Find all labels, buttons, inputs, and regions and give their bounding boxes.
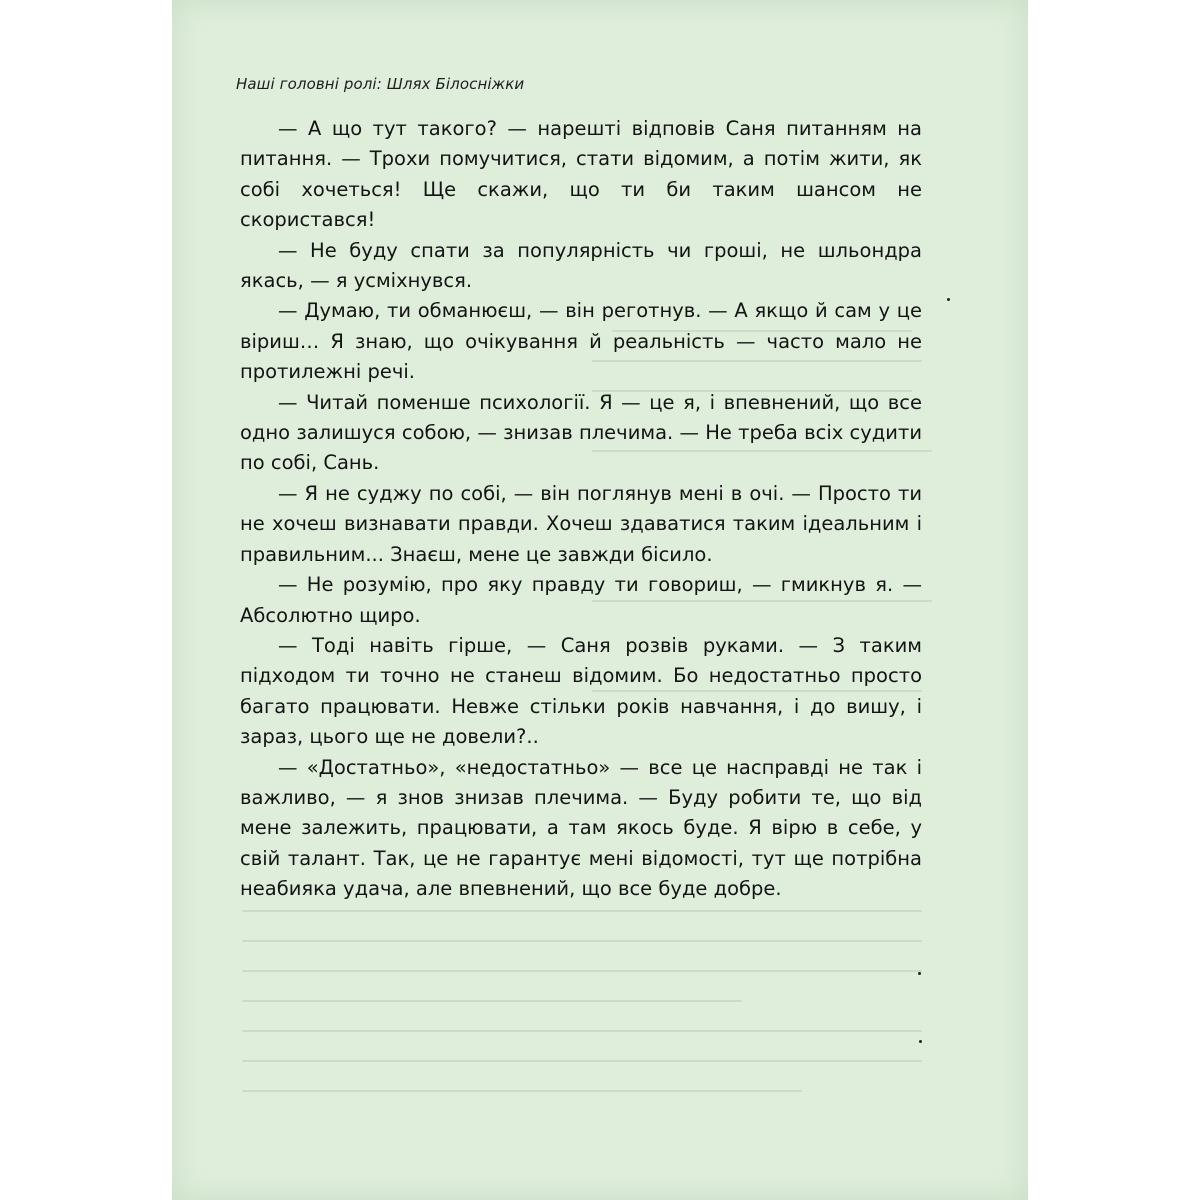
paragraph: — Не буду спати за популярність чи гроші, не шльондра якась, — я усміхнувся.: [240, 238, 922, 293]
paragraph: — Думаю, ти обманюєш, — він реготнув. — А якщо й сам у це віриш… Я знаю, що очікування й реальність — часто мало не протилежні речі.: [240, 299, 922, 384]
paragraph: — Тоді навіть гірше, — Саня розвів руками. — З таким підходом ти точно не станеш відомим. Бо недостатньо просто багато працювати. Невже стільки років навчання, і до вишу, і зараз, цього ще не довели?..: [240, 633, 922, 749]
paragraph: — Я не суджу по собі, — він поглянув мені в очі. — Просто ти не хочеш визнавати правди. Хочеш здаватися таким ідеальним і правильним... Знаєш, мене це завжди бісило.: [240, 481, 922, 566]
paragraph: — «Достатньо», «недостатньо» — все це насправді не так і важливо, — я знов знизав плечима. — Буду робити те, що від мене залежить, працювати, а там якось буде. Я вірю в себе, у свій талант. Так, це не гарантує мені відомості, тут ще потрібна неабияка удача, але впевнений, що все буде добре.: [240, 755, 922, 901]
running-header: Наші головні ролі: Шлях Білосніжки: [236, 75, 525, 93]
print-speck: [918, 972, 921, 975]
print-speck: [919, 1040, 922, 1043]
page-body-text: [240, 114, 922, 905]
print-speck: [947, 298, 950, 301]
paragraph: — Читай поменше психології. Я — це я, і впевнений, що все одно залишуся собою, — знизав плечима. — Не треба всіх судити по собі, Сань.: [240, 390, 922, 475]
paragraph: — А що тут такого? — нарешті відповів Саня питанням на питання. — Трохи помучитися, стати відомим, а потім жити, як собі хочеться! Ще скажи, що ти би таким шансом не скористався!: [240, 117, 922, 232]
paragraph: — Не розумію, про яку правду ти говориш, — гмикнув я. — Абсолютно щиро.: [240, 573, 922, 627]
